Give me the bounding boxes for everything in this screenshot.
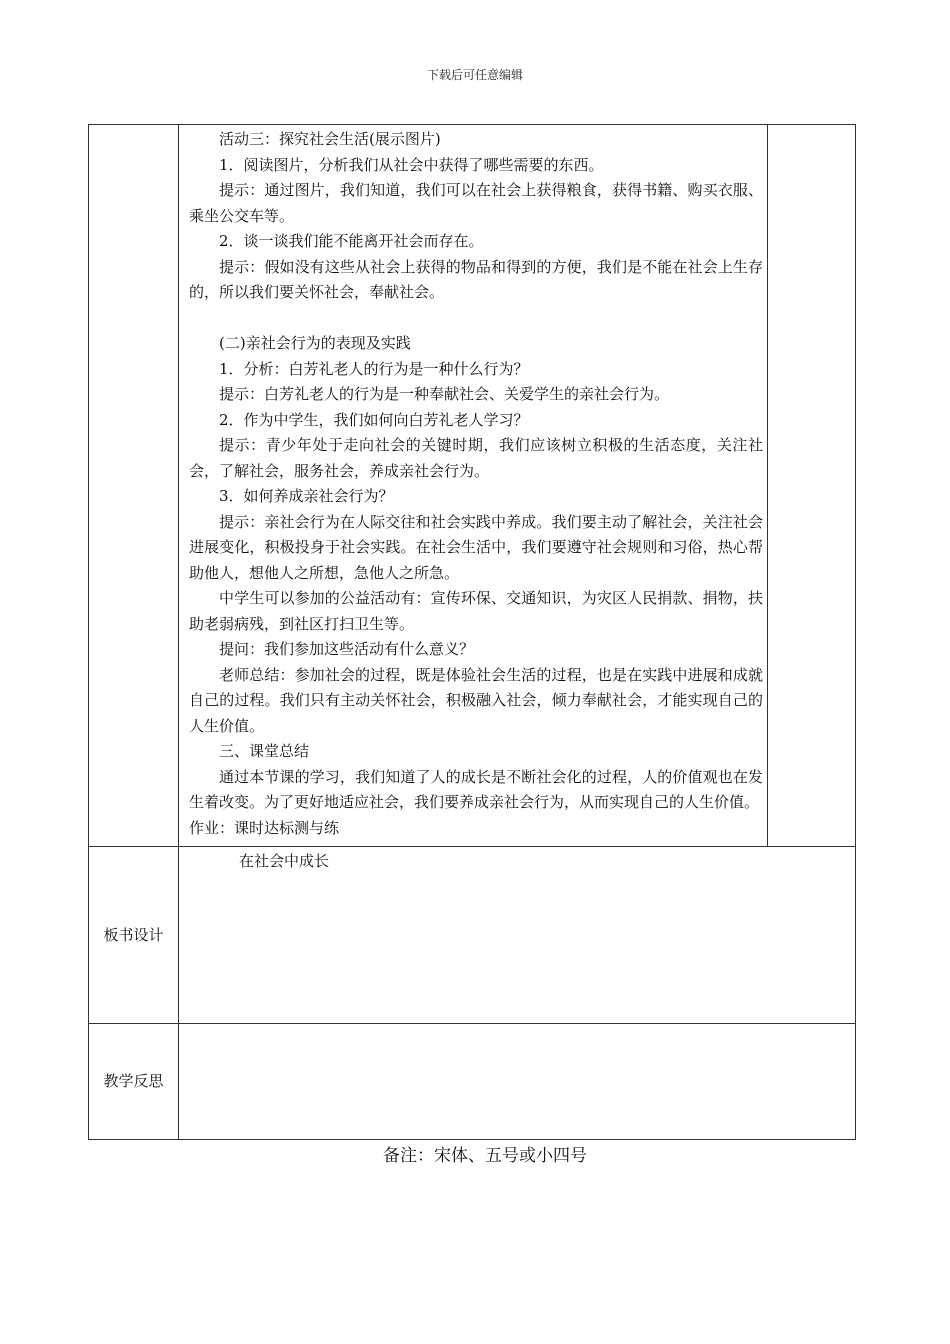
lesson-content <box>189 127 763 841</box>
lesson-plan-table <box>88 124 856 1140</box>
question-1: 1．阅读图片，分析我们从社会中获得了哪些需要的东西。 <box>219 155 604 174</box>
section-2-heading: (二)亲社会行为的表现及实践 <box>219 334 411 352</box>
teaching-reflection-label: 教学反思 <box>103 1072 164 1090</box>
analysis-2: 2．作为中学生，我们如何向白芳礼老人学习？ <box>219 410 529 429</box>
homework: 作业：课时达标测与练 <box>189 818 340 837</box>
class-summary: 通过本节课的学习，我们知道了人的成长是不断社会化的过程，人的价值观也在发生着改变。为了更好地适应社会，我们要养成亲社会行为，从而实现自己的人生价值。 <box>189 767 763 811</box>
question-2: 2．谈一谈我们能不能离开社会而存在。 <box>219 232 484 250</box>
header-note: 下载后可任意编辑 <box>426 68 523 82</box>
analysis-1: 1．分析：白芳礼老人的行为是一种什么行为？ <box>219 359 529 378</box>
lesson-content-row <box>89 125 855 847</box>
section-3-heading: 三、课堂总结 <box>219 742 310 760</box>
analysis-3-hint: 提示：亲社会行为在人际交往和社会实践中养成。我们要主动了解社会，关注社会进展变化，积极投身于社会实践。在社会生活中，我们要遵守社会规则和习俗，热心帮助他人，想他人之所想，急他人之所急。 <box>189 512 763 582</box>
board-design-row <box>89 847 855 1024</box>
activity-3-heading: 活动三：探究社会生活(展示图片) <box>219 130 441 148</box>
teacher-summary: 老师总结：参加社会的过程，既是体验社会生活的过程，也是在实践中进展和成就自己的过程。我们只有主动关怀社会，积极融入社会，倾力奉献社会，才能实现自己的人生价值。 <box>189 665 763 735</box>
teaching-reflection-row <box>89 1024 855 1139</box>
board-design-label: 板书设计 <box>103 926 164 944</box>
column-divider-left <box>178 847 179 1023</box>
column-divider-left <box>178 125 179 846</box>
board-title: 在社会中成长 <box>239 852 330 870</box>
hint-1: 提示：通过图片，我们知道，我们可以在社会上获得粮食，获得书籍、购买衣服、乘坐公交车等。 <box>189 181 763 225</box>
analysis-2-hint: 提示：青少年处于走向社会的关键时期，我们应该树立积极的生活态度，关注社会，了解社会，服务社会，养成亲社会行为。 <box>189 436 763 480</box>
question-meaning: 提问：我们参加这些活动有什么意义？ <box>219 640 475 658</box>
hint-2: 提示：假如没有这些从社会上获得的物品和得到的方便，我们是不能在社会上生存的，所以我们要关怀社会，奉献社会。 <box>189 257 763 301</box>
column-divider-left <box>178 1024 179 1139</box>
public-activities: 中学生可以参加的公益活动有：宣传环保、交通知识，为灾区人民捐款、捐物，扶助老弱病残，到社区打扫卫生等。 <box>189 589 763 633</box>
blank-line <box>189 306 763 332</box>
analysis-1-hint: 提示：白芳礼老人的行为是一种奉献社会、关爱学生的亲社会行为。 <box>219 385 670 403</box>
column-divider-right <box>767 125 768 846</box>
analysis-3: 3．如何养成亲社会行为？ <box>219 487 394 505</box>
footer-note: 备注：宋体、五号或小四号 <box>383 1146 587 1166</box>
